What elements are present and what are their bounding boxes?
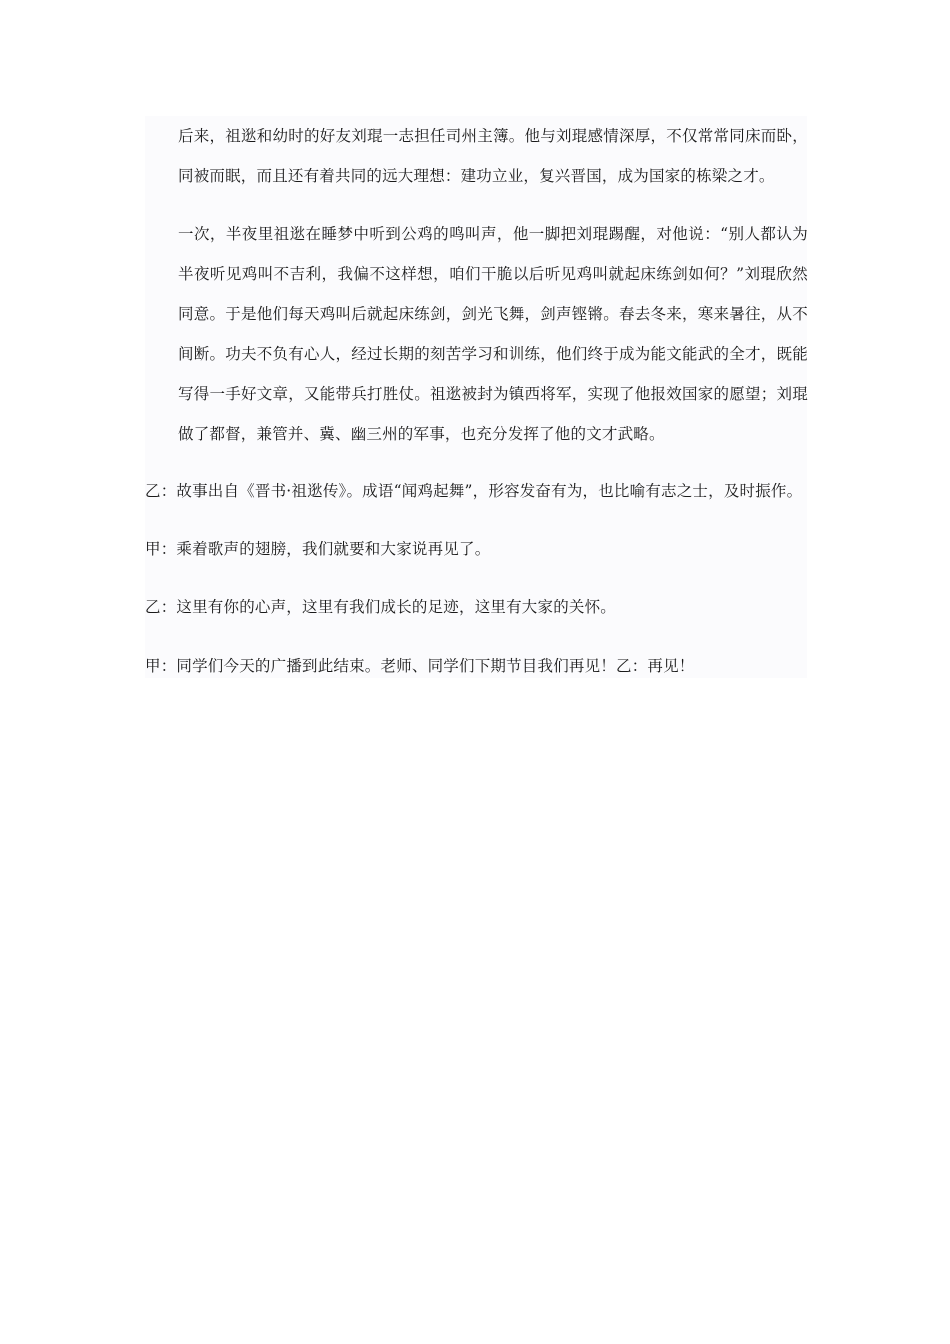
dialogue-line-1: 乙：故事出自《晋书·祖逖传》。成语“闻鸡起舞”，形容发奋有为，也比喻有志之士，及时振作。 — [145, 482, 803, 500]
dialogue-line-4: 甲：同学们今天的广播到此结束。老师、同学们下期节目我们再见！乙：再见！ — [145, 657, 695, 675]
dialogue-line-3: 乙：这里有你的心声，这里有我们成长的足迹，这里有大家的关怀。 — [145, 598, 617, 616]
story-paragraph-1: 后来，祖逖和幼时的好友刘琨一志担任司州主簿。他与刘琨感情深厚，不仅常常同床而卧，同被而眠，而且还有着共同的远大理想：建功立业，复兴晋国，成为国家的栋梁之才。 — [178, 127, 808, 185]
dialogue-line-2: 甲：乘着歌声的翅膀，我们就要和大家说再见了。 — [145, 540, 491, 558]
story-paragraph-2: 一次，半夜里祖逖在睡梦中听到公鸡的鸣叫声，他一脚把刘琨踢醒，对他说：“别人都认为半夜听见鸡叫不吉利，我偏不这样想，咱们干脆以后听见鸡叫就起床练剑如何？”刘琨欣然同意。于是他们每天鸡叫后就起床练剑，剑光飞舞，剑声铿锵。春去冬来，寒来暑往，从不间断。功夫不负有心人，经过长期的刻苦学习和训练，他们终于成为能文能武的全才，既能写得一手好文章，又能带兵打胜仗。祖逖被封为镇西将军，实现了他报效国家的愿望；刘琨做了都督，兼管并、冀、幽三州的军事，也充分发挥了他的文才武略。 — [178, 225, 808, 443]
document-content — [145, 116, 807, 678]
